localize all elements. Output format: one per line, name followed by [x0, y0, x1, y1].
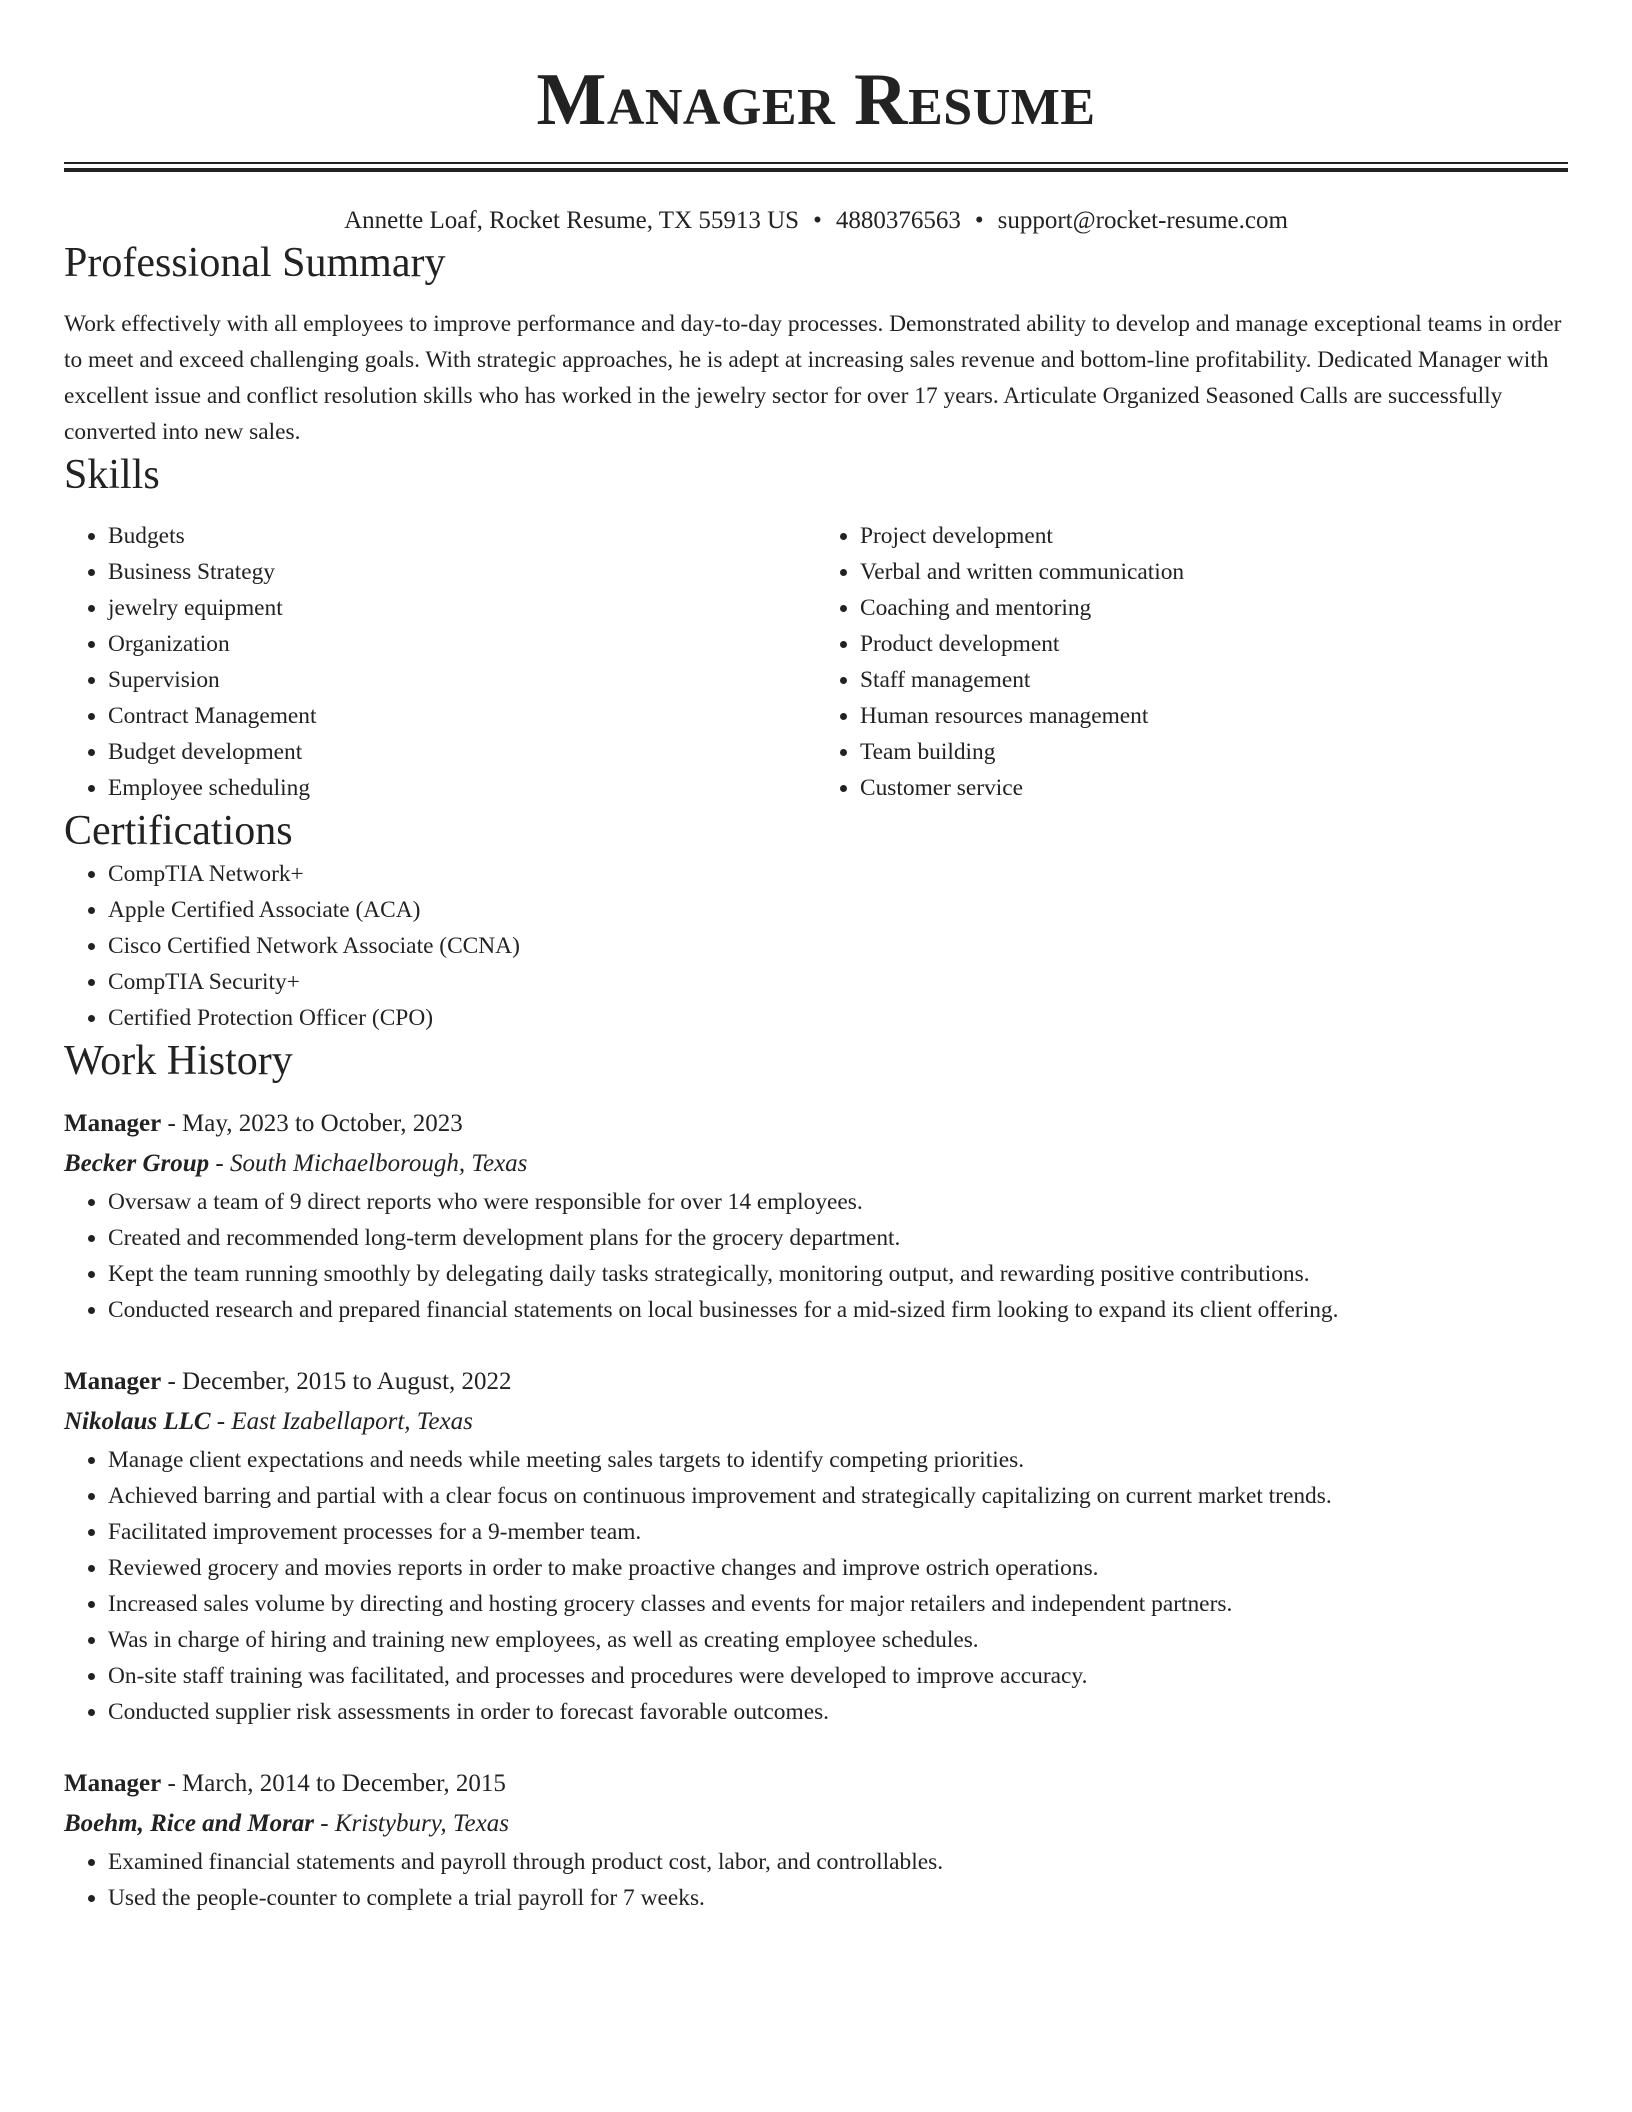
- skill-item: • Supervision: [108, 662, 816, 698]
- job-location: - East Izabellaport, Texas: [210, 1408, 473, 1435]
- job-duty-item: • Manage client expectations and needs while meeting sales targets to identify competing priorities.: [108, 1442, 1568, 1478]
- work-history-heading: Work History: [64, 1038, 293, 1084]
- job-company: Nikolaus LLC: [64, 1408, 211, 1435]
- skill-item: • Employee scheduling: [108, 770, 816, 806]
- skill-item: • Product development: [860, 626, 1568, 662]
- job-title-line: [64, 1362, 1568, 1402]
- skill-item: • Contract Management: [108, 698, 816, 734]
- job-duty-item: • Created and recommended long-term development plans for the grocery department.: [108, 1220, 1568, 1256]
- skill-item: • Human resources management: [860, 698, 1568, 734]
- certification-item: • CompTIA Security+: [108, 964, 1568, 1000]
- certifications-list: [64, 856, 1568, 1036]
- job-duty-item: • On-site staff training was facilitated, and processes and procedures were developed to improve accuracy.: [108, 1658, 1568, 1694]
- job-duty-item: • Was in charge of hiring and training new employees, as well as creating employee schedules.: [108, 1622, 1568, 1658]
- resume-page: [64, 0, 1568, 1916]
- job-company-line: [64, 1804, 1568, 1844]
- skills-columns: [64, 518, 1568, 806]
- skill-item: • Staff management: [860, 662, 1568, 698]
- job-title: Manager: [64, 1110, 162, 1137]
- work-history-list: [64, 1104, 1568, 1916]
- contact-address: Annette Loaf, Rocket Resume, TX 55913 US: [344, 207, 800, 234]
- job-duty-item: • Used the people-counter to complete a trial payroll for 7 weeks.: [108, 1880, 1568, 1916]
- job-duty-item: • Reviewed grocery and movies reports in order to make proactive changes and improve ostrich operations.: [108, 1550, 1568, 1586]
- job-location: - Kristybury, Texas: [314, 1810, 509, 1837]
- job-location: - South Michaelborough, Texas: [209, 1150, 528, 1177]
- summary-text: Work effectively with all employees to improve performance and day-to-day processes. Demonstrated ability to develop and manage exceptional teams in order to meet and exceed challenging goals. With strategic approaches, he is adept at increasing sales revenue and bottom-line profitability. Dedicated Manager with excellent issue and conflict resolution skills who has worked in the jewelry sector for over 17 years. Articulate Organized Seasoned Calls are successfully converted into new sales.: [64, 311, 1562, 445]
- job-duty-item: • Facilitated improvement processes for a 9-member team.: [108, 1514, 1568, 1550]
- job-entry: [64, 1764, 1568, 1916]
- job-company: Boehm, Rice and Morar: [64, 1810, 315, 1837]
- job-duties-list: [64, 1844, 1568, 1916]
- contact-separator: •: [813, 207, 822, 234]
- job-company-line: [64, 1144, 1568, 1184]
- skill-item: • Customer service: [860, 770, 1568, 806]
- skills-heading: Skills: [64, 452, 160, 498]
- skills-list-right: [816, 518, 1568, 806]
- job-duty-item: • Kept the team running smoothly by delegating daily tasks strategically, monitoring output, and rewarding positive contributions.: [108, 1256, 1568, 1292]
- skill-item: • Team building: [860, 734, 1568, 770]
- job-duty-item: • Increased sales volume by directing and hosting grocery classes and events for major retailers and independent partners.: [108, 1586, 1568, 1622]
- contact-separator: •: [974, 207, 984, 234]
- job-dates: - May, 2023 to October, 2023: [161, 1110, 463, 1137]
- skill-item: • Coaching and mentoring: [860, 590, 1568, 626]
- job-entry: [64, 1362, 1568, 1730]
- certification-item: • CompTIA Network+: [108, 856, 1568, 892]
- job-duty-item: • Achieved barring and partial with a clear focus on continuous improvement and strategically capitalizing on current market trends.: [108, 1478, 1568, 1514]
- summary-heading: Professional Summary: [64, 240, 446, 286]
- skill-item: • Business Strategy: [108, 554, 816, 590]
- job-dates: - March, 2014 to December, 2015: [161, 1770, 506, 1797]
- certification-item: • Apple Certified Associate (ACA): [108, 892, 1568, 928]
- skill-item: • Organization: [108, 626, 816, 662]
- job-title-line: [64, 1764, 1568, 1804]
- skill-item: • Verbal and written communication: [860, 554, 1568, 590]
- job-title: Manager: [64, 1368, 162, 1395]
- job-title: Manager: [64, 1770, 162, 1797]
- skill-item: • Budget development: [108, 734, 816, 770]
- job-entry: [64, 1104, 1568, 1328]
- skill-item: • jewelry equipment: [108, 590, 816, 626]
- job-duties-list: [64, 1184, 1568, 1328]
- job-duty-item: • Conducted research and prepared financial statements on local businesses for a mid-sized firm looking to expand its client offering.: [108, 1292, 1568, 1328]
- contact-phone: 4880376563: [835, 207, 961, 234]
- job-duty-item: • Conducted supplier risk assessments in order to forecast favorable outcomes.: [108, 1694, 1568, 1730]
- job-dates: - December, 2015 to August, 2022: [161, 1368, 512, 1395]
- job-company: Becker Group: [64, 1150, 210, 1177]
- certification-item: • Certified Protection Officer (CPO): [108, 1000, 1568, 1036]
- title-divider: [64, 162, 1568, 172]
- job-title-line: [64, 1104, 1568, 1144]
- job-duties-list: [64, 1442, 1568, 1730]
- document-title: Manager Resume: [536, 59, 1096, 141]
- job-duty-item: • Oversaw a team of 9 direct reports who were responsible for over 14 employees.: [108, 1184, 1568, 1220]
- skills-list-left: [64, 518, 816, 806]
- skill-item: • Budgets: [108, 518, 816, 554]
- certification-item: • Cisco Certified Network Associate (CCNA): [108, 928, 1568, 964]
- certifications-heading: Certifications: [64, 808, 293, 854]
- contact-line: [64, 204, 1568, 238]
- job-duty-item: • Examined financial statements and payroll through product cost, labor, and controllables.: [108, 1844, 1568, 1880]
- job-company-line: [64, 1402, 1568, 1442]
- skill-item: • Project development: [860, 518, 1568, 554]
- contact-email: support@rocket-resume.com: [997, 207, 1288, 234]
